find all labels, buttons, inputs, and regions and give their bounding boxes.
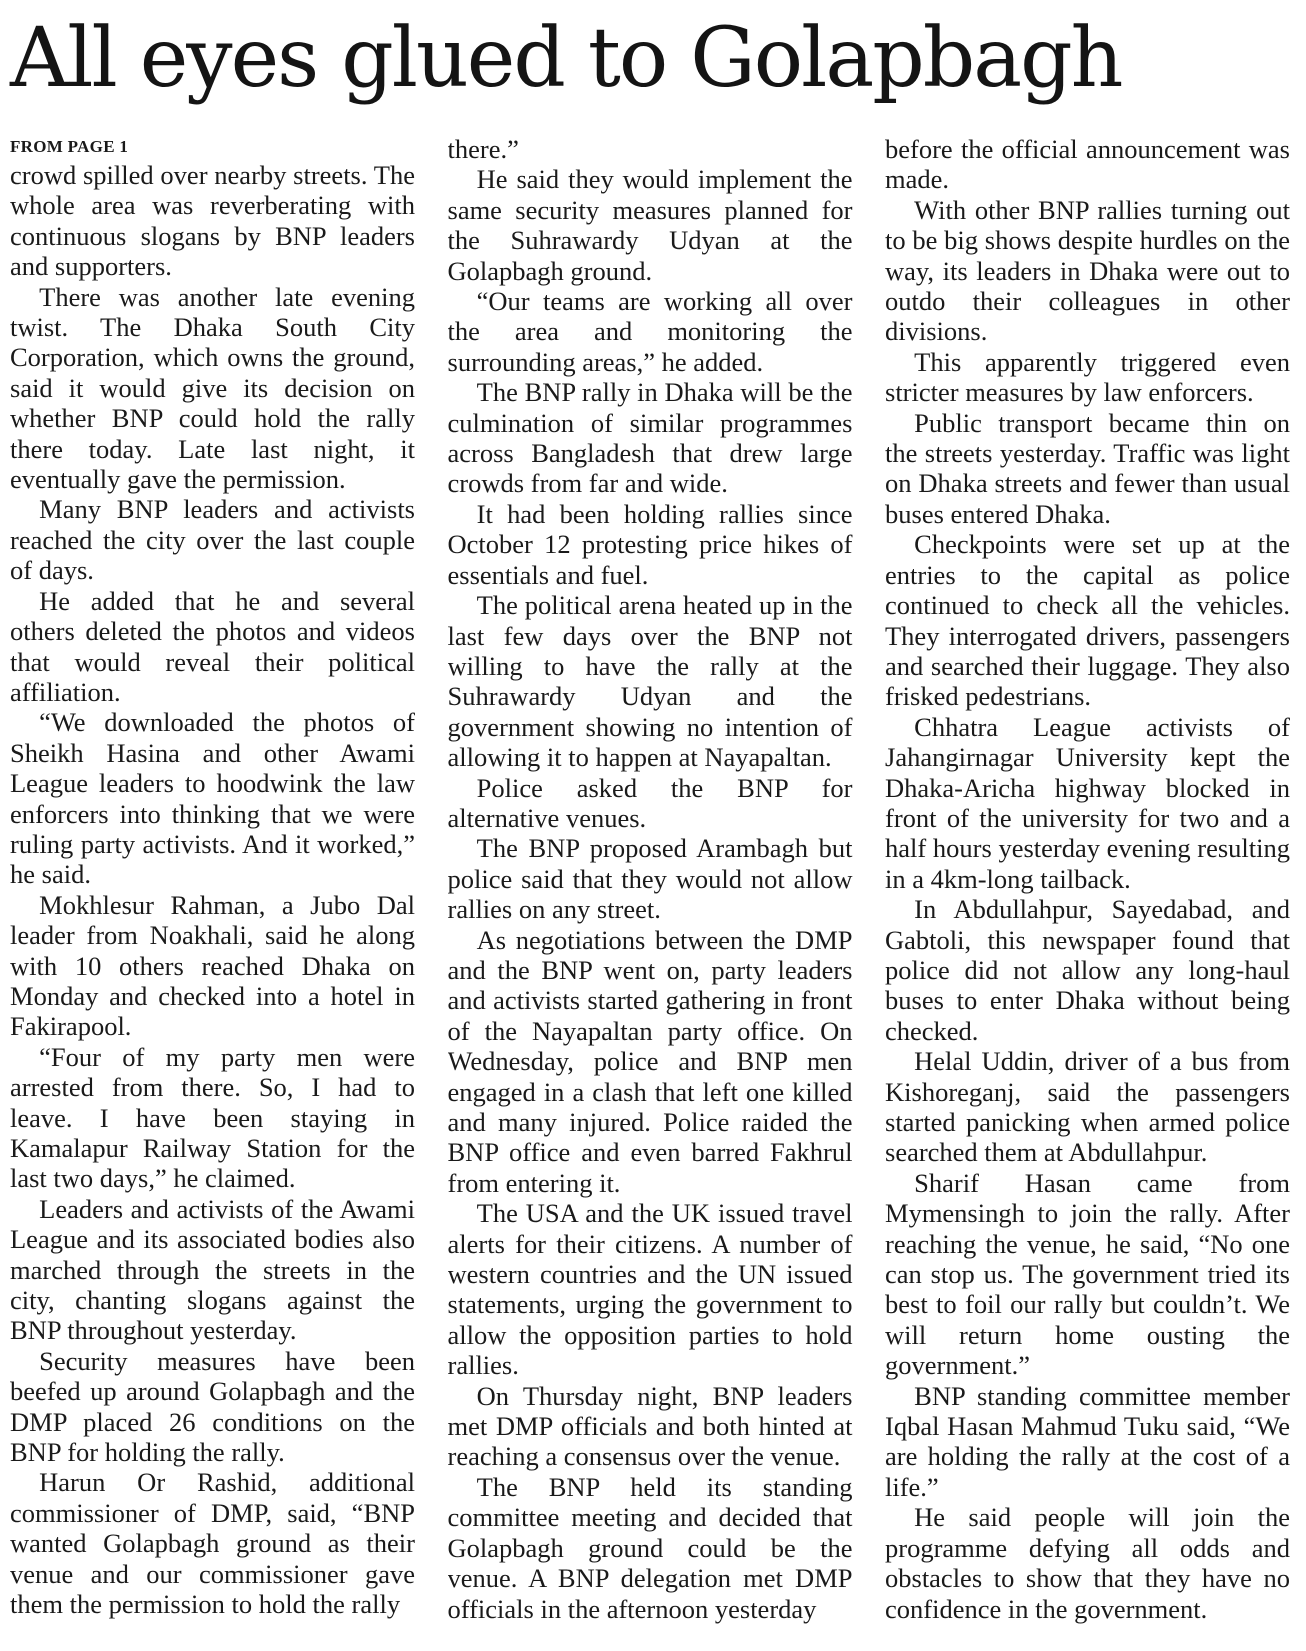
paragraph: The BNP proposed Arambagh but police said that they would not allow rallies on any street. <box>447 833 853 925</box>
paragraph: Leaders and activists of the Awami League and its associated bodies also marched through the streets in the city, chanting slogans against the BNP throughout yesterday. <box>10 1193 415 1346</box>
column-3 <box>885 134 1290 1644</box>
paragraph: Harun Or Rashid, additional commissioner of DMP, said, “BNP wanted Golapbagh ground as their venue and our commissioner gave them the permission to hold the rally <box>10 1467 415 1620</box>
paragraph: “We downloaded the photos of Sheikh Hasina and other Awami League leaders to hoodwink the law enforcers into thinking that we were ruling party activists. And it worked,” he said. <box>10 707 415 890</box>
paragraph: He said they would implement the same security measures planned for the Suhrawardy Udyan at the Golapbagh ground. <box>447 164 853 286</box>
paragraph: Sharif Hasan came from Mymensingh to join the rally. After reaching the venue, he said, “No one can stop us. The government tried its best to foil our rally but couldn’t. We will return home ousting the government.” <box>885 1167 1290 1381</box>
paragraph: The BNP held its standing committee meeting and decided that Golapbagh ground could be the venue. A BNP delegation met DMP officials in the afternoon yesterday <box>447 1471 853 1624</box>
paragraph: Many BNP leaders and activists reached the city over the last couple of days. <box>10 494 415 586</box>
paragraph: Helal Uddin, driver of a bus from Kishoreganj, said the passengers started panicking when armed police searched them at Abdullahpur. <box>885 1046 1290 1168</box>
paragraph: “Our teams are working all over the area and monitoring the surrounding areas,” he added. <box>447 286 853 377</box>
paragraph: In Abdullahpur, Sayedabad, and Gabtoli, this newspaper found that police did not allow any long-haul buses to enter Dhaka without being checked. <box>885 894 1290 1046</box>
paragraph: It had been holding rallies since October 12 protesting price hikes of essentials and fuel. <box>447 498 853 590</box>
paragraph: “Four of my party men were arrested from there. So, I had to leave. I have been staying in Kamalapur Railway Station for the last two days,” he claimed. <box>10 1041 415 1194</box>
paragraph: before the official announcement was made. <box>885 134 1290 195</box>
paragraph: Mokhlesur Rahman, a Jubo Dal leader from Noakhali, said he along with 10 others reached Dhaka on Monday and checked into a hotel in Fakirapool. <box>10 889 415 1042</box>
paragraph: This apparently triggered even stricter measures by law enforcers. <box>885 346 1290 408</box>
article-body <box>10 134 1290 1644</box>
from-page-kicker: FROM PAGE 1 <box>10 137 129 156</box>
paragraph: Chhatra League activists of Jahangirnagar University kept the Dhaka-Aricha highway blocked in front of the university for two and a half hours yesterday evening resulting in a 4km-long tailback. <box>885 711 1290 894</box>
paragraph: As negotiations between the DMP and the BNP went on, party leaders and activists started gathering in front of the Nayapaltan party office. On Wednesday, police and BNP men engaged in a clash that left one killed and many injured. Police raided the BNP office and even barred Fakhrul from entering it. <box>447 924 853 1198</box>
paragraph: With other BNP rallies turning out to be big shows despite hurdles on the way, its leaders in Dhaka were out to outdo their colleagues in other divisions. <box>885 194 1290 347</box>
paragraph: He said people will join the programme defying all odds and obstacles to show that they have no confidence in the government. <box>885 1502 1290 1624</box>
paragraph: There was another late evening twist. The Dhaka South City Corporation, which owns the ground, said it would give its decision on whether BNP could hold the rally there today. Late last night, it eventually gave the permission. <box>10 281 415 495</box>
paragraph: The political arena heated up in the last few days over the BNP not willing to have the rally at the Suhrawardy Udyan and the government showing no intention of allowing it to happen at Nayapaltan. <box>447 590 853 773</box>
headline: All eyes glued to Golapbagh <box>10 11 1122 106</box>
column-2 <box>448 134 853 1644</box>
paragraph: On Thursday night, BNP leaders met DMP officials and both hinted at reaching a consensus over the venue. <box>447 1380 853 1472</box>
paragraph: He added that he and several others deleted the photos and videos that would reveal their political affiliation. <box>10 585 415 707</box>
column-1 <box>10 134 415 1644</box>
paragraph: Police asked the BNP for alternative venues. <box>447 772 853 833</box>
paragraph: The BNP rally in Dhaka will be the culmination of similar programmes across Bangladesh that drew large crowds from far and wide. <box>447 377 853 499</box>
paragraph: there.” <box>447 134 519 164</box>
paragraph: Security measures have been beefed up around Golapbagh and the DMP placed 26 conditions on the BNP for holding the rally. <box>10 1345 415 1468</box>
paragraph: Public transport became thin on the streets yesterday. Traffic was light on Dhaka streets and fewer than usual buses entered Dhaka. <box>885 407 1290 529</box>
paragraph: BNP standing committee member Iqbal Hasan Mahmud Tuku said, “We are holding the rally at the cost of a life.” <box>885 1380 1290 1502</box>
paragraph: crowd spilled over nearby streets. The whole area was reverberating with continuous slogans by BNP leaders and supporters. <box>10 160 415 282</box>
paragraph: The USA and the UK issued travel alerts for their citizens. A number of western countries and the UN issued statements, urging the government to allow the opposition parties to hold rallies. <box>447 1198 853 1381</box>
paragraph: Checkpoints were set up at the entries to the capital as police continued to check all the vehicles. They interrogated drivers, passengers and searched their luggage. They also frisked pedestrians. <box>885 529 1290 712</box>
